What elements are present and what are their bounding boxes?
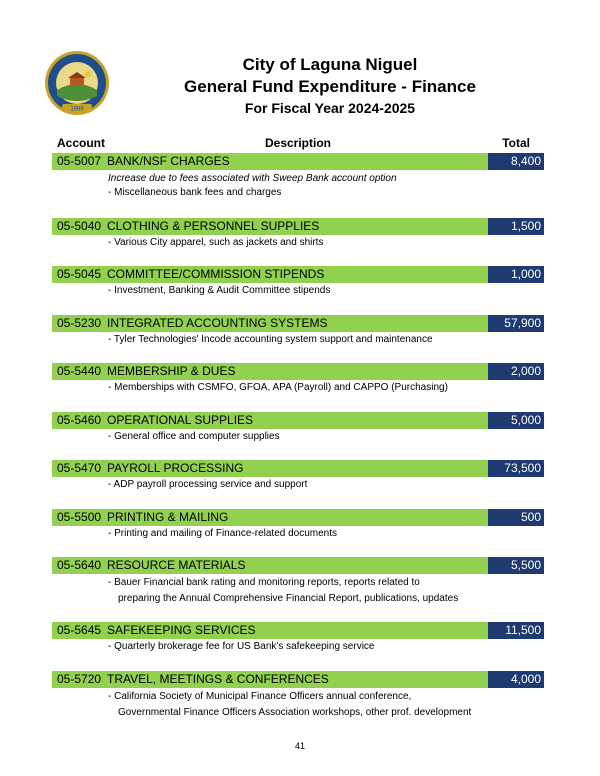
- report-title-year: For Fiscal Year 2024-2025: [244, 100, 416, 116]
- account-name: RESOURCE MATERIALS: [107, 558, 246, 572]
- account-name: INTEGRATED ACCOUNTING SYSTEMS: [107, 316, 328, 330]
- account-number: 05-5470: [57, 461, 102, 475]
- column-header-description: Description: [264, 136, 331, 150]
- detail-line: - ADP payroll processing service and support: [108, 479, 308, 490]
- column-header-account: Account: [57, 136, 105, 150]
- account-total: 500: [488, 509, 544, 526]
- expense-detail: [108, 478, 307, 492]
- expense-row-payroll: [52, 460, 488, 477]
- account-name: TRAVEL, MEETINGS & CONFERENCES: [107, 672, 329, 686]
- expense-detail: [108, 689, 471, 721]
- expense-detail: [108, 640, 374, 654]
- account-name: CLOTHING & PERSONNEL SUPPLIES: [107, 219, 320, 233]
- detail-line: - Miscellaneous bank fees and charges: [108, 187, 282, 198]
- account-number: 05-5440: [57, 364, 102, 378]
- detail-line: - Investment, Banking & Audit Committee stipends: [108, 285, 331, 296]
- expense-detail: [108, 284, 330, 298]
- detail-line: - Bauer Financial bank rating and monitoring reports, reports related to: [108, 577, 420, 588]
- expense-row-clothing: [52, 218, 488, 235]
- account-total: 8,400: [488, 153, 544, 170]
- account-number: 05-5045: [57, 267, 102, 281]
- expense-detail: [108, 333, 433, 347]
- report-title-fund: General Fund Expenditure - Finance: [184, 77, 476, 96]
- expense-row-bank-nsf: [52, 153, 488, 170]
- expense-detail: [108, 575, 458, 607]
- expense-row-committee: [52, 266, 488, 283]
- account-name: SAFEKEEPING SERVICES: [107, 623, 256, 637]
- page-number: 41: [294, 741, 305, 751]
- detail-line: - Memberships with CSMFO, GFOA, APA (Payroll) and CAPPO (Purchasing): [108, 382, 448, 393]
- expense-row-safekeeping: [52, 622, 488, 639]
- account-number: 05-5500: [57, 510, 102, 524]
- account-total: 11,500: [488, 622, 544, 639]
- account-number: 05-5230: [57, 316, 102, 330]
- account-name: MEMBERSHIP & DUES: [107, 364, 236, 378]
- detail-line: - General office and computer supplies: [108, 431, 280, 442]
- account-name: PAYROLL PROCESSING: [107, 461, 244, 475]
- account-total: 4,000: [488, 671, 544, 688]
- account-total: 1,000: [488, 266, 544, 283]
- expense-detail: [108, 236, 323, 250]
- account-name: PRINTING & MAILING: [107, 510, 229, 524]
- column-header-total: Total: [502, 136, 530, 150]
- account-total: 1,500: [488, 218, 544, 235]
- account-total: 57,900: [488, 315, 544, 332]
- account-total: 5,500: [488, 557, 544, 574]
- expense-row-accounting: [52, 315, 488, 332]
- expense-row-membership: [52, 363, 488, 380]
- account-total: 2,000: [488, 363, 544, 380]
- account-number: 05-5645: [57, 623, 102, 637]
- expense-row-operational: [52, 412, 488, 429]
- expense-detail: [108, 527, 337, 541]
- expense-detail: [108, 172, 397, 200]
- detail-line: - Quarterly brokerage fee for US Bank's safekeeping service: [108, 641, 375, 652]
- report-title-city: City of Laguna Niguel: [242, 55, 418, 74]
- account-name: BANK/NSF CHARGES: [107, 154, 230, 168]
- detail-note: Increase due to fees associated with Sweep Bank account option: [108, 173, 397, 184]
- account-name: COMMITTEE/COMMISSION STIPENDS: [107, 267, 325, 281]
- report-title-block: [120, 54, 600, 118]
- account-total: 73,500: [488, 460, 544, 477]
- detail-line: preparing the Annual Comprehensive Financial Report, publications, updates: [118, 593, 459, 604]
- detail-line: - Printing and mailing of Finance-related documents: [108, 528, 338, 539]
- expense-row-resource: [52, 557, 488, 574]
- expense-detail: [108, 381, 448, 395]
- account-number: 05-5007: [57, 154, 102, 168]
- detail-line: - California Society of Municipal Finance Officers annual conference,: [108, 691, 412, 702]
- svg-text:1989: 1989: [70, 106, 84, 113]
- detail-line: - Tyler Technologies' Incode accounting system support and maintenance: [108, 334, 433, 345]
- account-number: 05-5460: [57, 413, 102, 427]
- column-headers: [52, 136, 544, 152]
- account-number: 05-5640: [57, 558, 102, 572]
- account-name: OPERATIONAL SUPPLIES: [107, 413, 254, 427]
- expense-detail: [108, 430, 280, 444]
- account-number: 05-5720: [57, 672, 102, 686]
- expense-row-printing: [52, 509, 488, 526]
- detail-line: Governmental Finance Officers Association workshops, other prof. development: [118, 707, 472, 718]
- detail-line: - Various City apparel, such as jackets and shirts: [108, 237, 324, 248]
- account-number: 05-5040: [57, 219, 102, 233]
- expense-row-travel: [52, 671, 488, 688]
- account-total: 5,000: [488, 412, 544, 429]
